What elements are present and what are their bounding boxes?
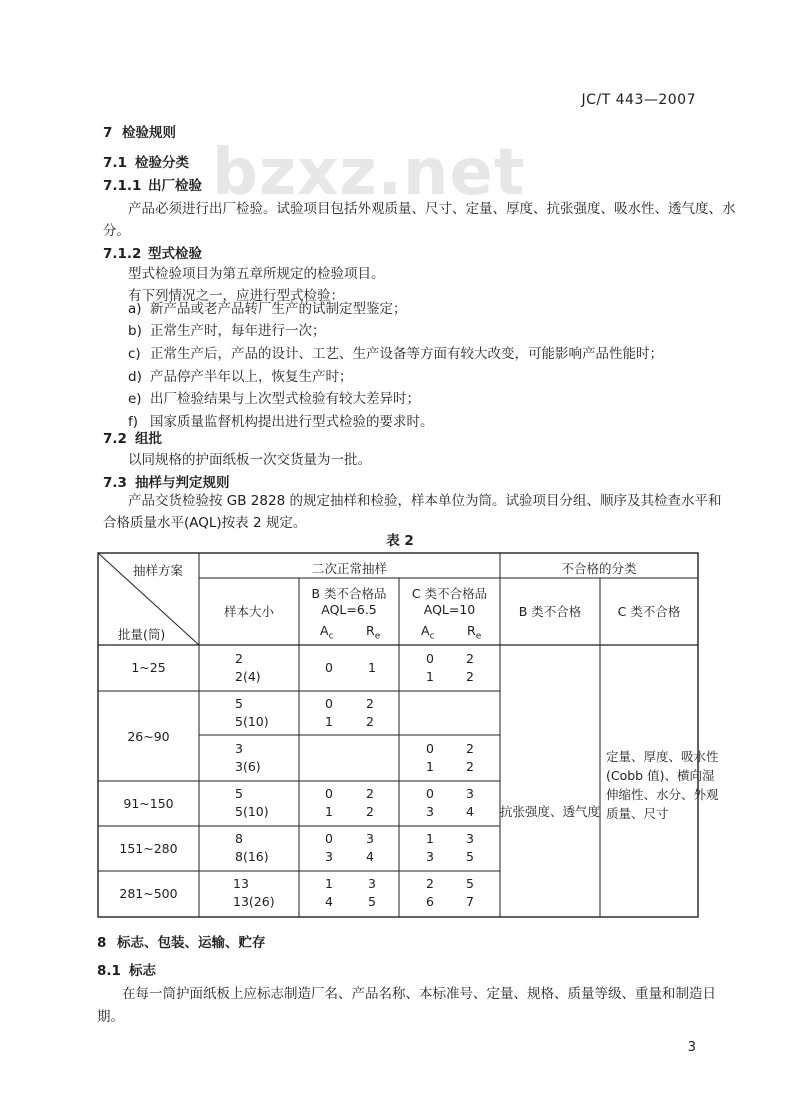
diagonal-header-bottom: 批量(筒) xyxy=(118,627,166,642)
c-re-value: 3 xyxy=(466,786,474,801)
list-marker-b: b) xyxy=(128,323,142,339)
c-re-value: 4 xyxy=(466,804,474,819)
header-b-ac: $A_c$ xyxy=(320,623,334,642)
lot-size-cell: 281~500 xyxy=(119,886,178,901)
c-re-value: 5 xyxy=(466,876,474,891)
b-re-value: 2 xyxy=(366,714,374,729)
list-item-e: 出厂检验结果与上次型式检验有较大差异时； xyxy=(150,391,420,407)
list-item-a: 新产品或老产品转厂生产的试制定型鉴定； xyxy=(150,301,407,317)
list-item-c: 正常生产后，产品的设计、工艺、生产设备等方面有较大改变，可能影响产品性能时； xyxy=(150,346,663,362)
list-marker-f: f) xyxy=(128,414,139,430)
c-re-value: 2 xyxy=(466,741,474,756)
c-ac-value: 0 xyxy=(426,786,434,801)
c-ac-value: 1 xyxy=(426,669,434,684)
list-marker-d: d) xyxy=(128,369,142,385)
b-ac-value: 1 xyxy=(325,714,333,729)
paragraph-8-1-line1: 在每一筒护面纸板上应标志制造厂名、产品名称、本标准号、定量、规格、质量等级、重量和制造日 xyxy=(122,986,716,1002)
header-sample-size: 样本大小 xyxy=(223,604,274,619)
list-marker-a: a) xyxy=(128,301,142,317)
header-b-class: B 类不合格 xyxy=(518,604,582,619)
sample-size-cumulative: 5(10) xyxy=(235,714,269,729)
b-ac-value: 0 xyxy=(325,660,333,675)
header-nonconformity-class: 不合格的分类 xyxy=(561,561,637,576)
paragraph-7-3-line2: 合格质量水平(AQL)按表 2 规定。 xyxy=(103,515,307,531)
c-ac-value: 0 xyxy=(426,651,434,666)
c-ac-value: 0 xyxy=(426,741,434,756)
b-class-items: 抗张强度、透气度 xyxy=(500,804,601,819)
section-7-1-2-number: 7.1.2 xyxy=(103,246,142,262)
c-class-items-line: 质量、尺寸 xyxy=(606,806,669,821)
sample-size-cumulative: 2(4) xyxy=(235,669,261,684)
c-ac-value: 6 xyxy=(426,894,434,909)
lot-size-cell: 151~280 xyxy=(119,841,178,856)
lot-size-cell: 91~150 xyxy=(123,796,174,811)
sample-size-first: 13 xyxy=(233,876,249,891)
paragraph-7-3-line1: 产品交货检验按 GB 2828 的规定抽样和检验，样本单位为筒。试验项目分组、顺序及其检查水平和 xyxy=(128,493,722,509)
section-7-number: 7 xyxy=(103,125,113,141)
header-c-aql: AQL=10 xyxy=(423,602,476,617)
watermark: bzxz.net xyxy=(212,136,526,210)
section-7-title: 检验规则 xyxy=(122,125,176,141)
section-7-1-1-title: 出厂检验 xyxy=(148,178,202,194)
list-item-f: 国家质量监督机构提出进行型式检验的要求时。 xyxy=(150,414,434,430)
list-item-b: 正常生产时，每年进行一次； xyxy=(150,323,326,339)
c-ac-value: 1 xyxy=(426,831,434,846)
c-ac-value: 1 xyxy=(426,759,434,774)
header-b-aql: AQL=6.5 xyxy=(321,602,377,617)
header-c-class: C 类不合格 xyxy=(617,604,681,619)
c-ac-value: 2 xyxy=(426,876,434,891)
section-7-2-title: 组批 xyxy=(135,431,162,447)
section-7-1-title: 检验分类 xyxy=(135,155,189,171)
sample-size-cumulative: 13(26) xyxy=(233,894,275,909)
b-re-value: 2 xyxy=(366,696,374,711)
c-ac-value: 3 xyxy=(426,804,434,819)
paragraph-7-1-1-line1: 产品必须进行出厂检验。试验项目包括外观质量、尺寸、定量、厚度、抗张强度、吸水性、透气度、水 xyxy=(128,201,736,217)
c-re-value: 3 xyxy=(466,831,474,846)
section-7-2-number: 7.2 xyxy=(103,431,127,447)
lot-size-cell: 26~90 xyxy=(127,729,170,744)
page-number: 3 xyxy=(687,1040,696,1055)
paragraph-7-2: 以同规格的护面纸板一次交货量为一批。 xyxy=(128,452,371,468)
sample-size-cumulative: 8(16) xyxy=(235,849,269,864)
b-re-value: 3 xyxy=(368,876,376,891)
sample-size-first: 8 xyxy=(235,831,243,846)
b-ac-value: 0 xyxy=(325,696,333,711)
c-class-items-line: (Cobb 值)、横向湿 xyxy=(606,768,715,783)
paragraph-7-1-2-lead: 有下列情况之一，应进行型式检验： xyxy=(128,288,344,304)
c-ac-value: 3 xyxy=(426,849,434,864)
paragraph-7-1-2-intro: 型式检验项目为第五章所规定的检验项目。 xyxy=(128,266,385,282)
lot-size-cell: 1~25 xyxy=(131,660,166,675)
sample-size-first: 5 xyxy=(235,696,243,711)
c-re-value: 2 xyxy=(466,759,474,774)
c-re-value: 7 xyxy=(466,894,474,909)
b-ac-value: 4 xyxy=(325,894,333,909)
table-caption: 表 2 xyxy=(386,533,414,549)
c-class-items-line: 定量、厚度、吸水性 xyxy=(606,749,719,764)
sample-size-first: 5 xyxy=(235,786,243,801)
paragraph-7-1-1-line2: 分。 xyxy=(103,223,130,239)
b-ac-value: 1 xyxy=(325,804,333,819)
list-marker-e: e) xyxy=(128,391,142,407)
b-re-value: 1 xyxy=(368,660,376,675)
list-item-d: 产品停产半年以上，恢复生产时； xyxy=(150,369,353,385)
b-re-value: 5 xyxy=(368,894,376,909)
section-8-number: 8 xyxy=(97,935,107,951)
list-marker-c: c) xyxy=(128,346,141,362)
standard-number: JC/T 443—2007 xyxy=(581,92,696,108)
b-re-value: 2 xyxy=(366,804,374,819)
b-ac-value: 3 xyxy=(325,849,333,864)
b-ac-value: 1 xyxy=(325,876,333,891)
b-ac-value: 0 xyxy=(325,786,333,801)
section-7-1-1-number: 7.1.1 xyxy=(103,178,142,194)
section-8-1-title: 标志 xyxy=(129,963,156,979)
b-re-value: 3 xyxy=(366,831,374,846)
section-7-3-number: 7.3 xyxy=(103,475,127,491)
header-c-ac: $A_c$ xyxy=(421,623,435,642)
header-b-re: $R_e$ xyxy=(366,623,381,642)
sample-size-first: 2 xyxy=(235,651,243,666)
section-7-1-2-title: 型式检验 xyxy=(148,246,202,262)
header-double-sampling: 二次正常抽样 xyxy=(311,561,387,576)
section-7-3-title: 抽样与判定规则 xyxy=(135,475,230,491)
header-c-re: $R_e$ xyxy=(467,623,482,642)
b-re-value: 2 xyxy=(366,786,374,801)
c-class-items-line: 伸缩性、水分、外观 xyxy=(606,787,719,802)
header-b-nonconforming: B 类不合格品 xyxy=(311,586,387,601)
section-8-1-number: 8.1 xyxy=(97,963,121,979)
c-re-value: 2 xyxy=(466,669,474,684)
header-c-nonconforming: C 类不合格品 xyxy=(411,586,488,601)
section-7-1-number: 7.1 xyxy=(103,155,127,171)
section-8-title: 标志、包装、运输、贮存 xyxy=(117,935,266,951)
c-re-value: 2 xyxy=(466,651,474,666)
c-re-value: 5 xyxy=(466,849,474,864)
diagonal-header-top: 抽样方案 xyxy=(133,563,184,578)
paragraph-8-1-line2: 期。 xyxy=(97,1009,124,1025)
b-ac-value: 0 xyxy=(325,831,333,846)
sample-size-cumulative: 5(10) xyxy=(235,804,269,819)
sample-size-cumulative: 3(6) xyxy=(235,759,261,774)
b-re-value: 4 xyxy=(366,849,374,864)
sample-size-first: 3 xyxy=(235,741,243,756)
